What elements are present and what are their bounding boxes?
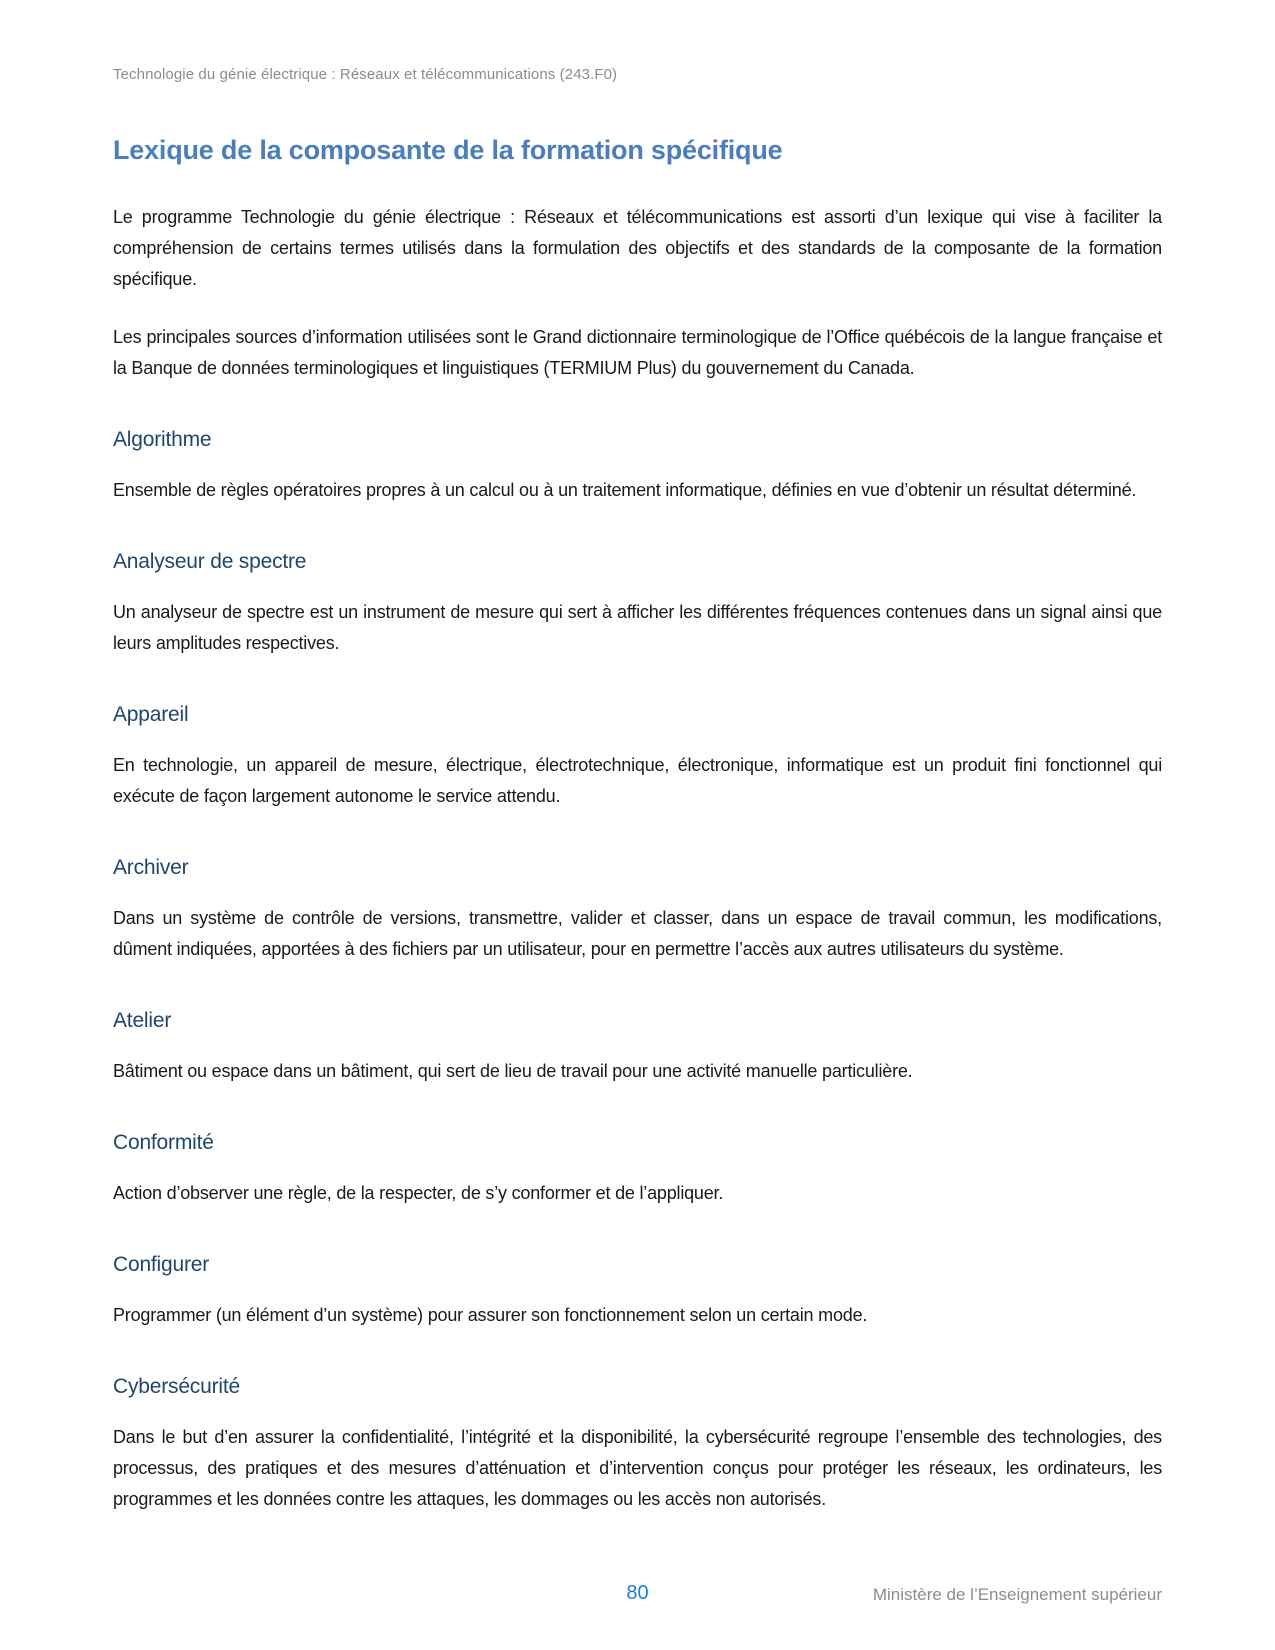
term-definition-configurer: Programmer (un élément d’un système) pour assurer son fonctionnement selon un certain mode. — [113, 1305, 868, 1325]
term-heading-algorithme: Algorithme — [113, 428, 212, 451]
running-header: Technologie du génie électrique : Réseaux et télécommunications (243.F0) — [113, 66, 618, 83]
term-heading-cybersecurite: Cybersécurité — [113, 1375, 240, 1398]
page-number: 80 — [626, 1582, 649, 1604]
term-heading-appareil: Appareil — [113, 703, 189, 726]
page-footer — [113, 1582, 1162, 1608]
term-heading-analyseur-de-spectre: Analyseur de spectre — [113, 550, 307, 573]
term-definition-archiver: Dans un système de contrôle de versions, transmettre, valider et classer, dans un espace de travail commun, les modifications, dûment indiquées, apportées à des fichiers par un utilisateur, pour en permettre l’accès aux autres utilisateurs du système. — [113, 908, 1162, 959]
term-definition-conformite: Action d’observer une règle, de la respecter, de s’y conformer et de l’appliquer. — [113, 1183, 724, 1203]
term-definition-atelier: Bâtiment ou espace dans un bâtiment, qui sert de lieu de travail pour une activité manuelle particulière. — [113, 1061, 913, 1081]
term-definition-cybersecurite: Dans le but d’en assurer la confidentialité, l’intégrité et la disponibilité, la cybersécurité regroupe l’ensemble des technologies, des processus, des pratiques et des mesures d’atténuation et d’intervention conçus pour protéger les réseaux, les ordinateurs, les programmes et les données contre les attaques, les dommages ou les accès non autorisés. — [113, 1427, 1162, 1509]
page-title: Lexique de la composante de la formation spécifique — [113, 135, 783, 165]
term-heading-archiver: Archiver — [113, 856, 189, 879]
term-heading-configurer: Configurer — [113, 1253, 210, 1276]
intro-paragraph-1: Le programme Technologie du génie électrique : Réseaux et télécommunications est assorti d’un lexique qui vise à faciliter la compréhension de certains termes utilisés dans la formulation des objectifs et des standards de la composante de la formation spécifique. — [113, 207, 1162, 289]
intro-paragraph-2: Les principales sources d’information utilisées sont le Grand dictionnaire terminologique de l’Office québécois de la langue française et la Banque de données terminologiques et linguistiques (TERMIUM Plus) du gouvernement du Canada. — [113, 327, 1162, 378]
footer-ministry: Ministère de l’Enseignement supérieur — [872, 1585, 1162, 1604]
term-definition-appareil: En technologie, un appareil de mesure, électrique, électrotechnique, électronique, informatique est un produit fini fonctionnel qui exécute de façon largement autonome le service attendu. — [113, 755, 1162, 806]
term-heading-conformite: Conformité — [113, 1131, 214, 1154]
term-heading-atelier: Atelier — [113, 1009, 172, 1032]
term-definition-algorithme: Ensemble de règles opératoires propres à un calcul ou à un traitement informatique, définies en vue d’obtenir un résultat déterminé. — [113, 480, 1137, 500]
term-definition-analyseur-de-spectre: Un analyseur de spectre est un instrument de mesure qui sert à afficher les différentes fréquences contenues dans un signal ainsi que leurs amplitudes respectives. — [113, 602, 1162, 653]
